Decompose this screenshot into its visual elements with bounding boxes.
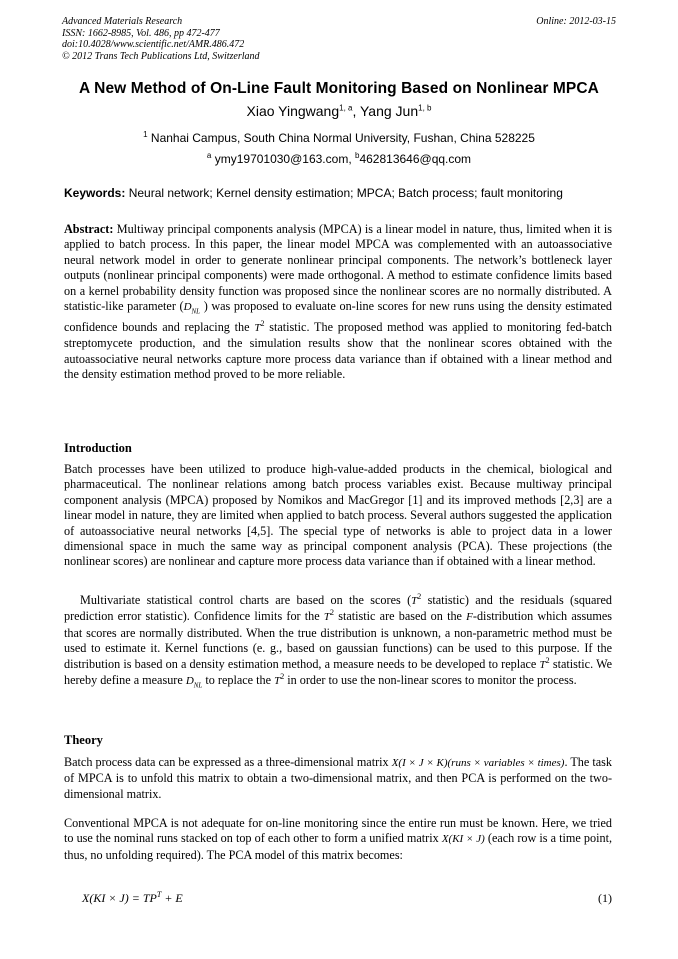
author-name: , Yang Jun (352, 103, 419, 119)
math-symbol: T (539, 658, 546, 671)
math-symbol: T (323, 611, 331, 624)
math-symbol: T (274, 675, 281, 688)
theory-para (64, 755, 612, 802)
text-run: Multivariate statistical control charts are based on the scores ( (80, 593, 412, 607)
text-run: to replace the (205, 673, 272, 688)
text-run: statistic are based on the (338, 609, 462, 624)
math-symbol: F (466, 611, 473, 624)
section-heading: Introduction (64, 441, 132, 455)
keywords-text: Neural network; Kernel density estimation; MPCA; Batch process; fault monitoring (128, 186, 563, 200)
equation-superscript: T (156, 890, 162, 899)
email-line (40, 152, 638, 166)
equation-number: (1) (598, 891, 612, 905)
math-expression: X(KI × J) (441, 833, 485, 846)
math-superscript: 2 (280, 671, 285, 681)
email-sup: b (355, 151, 360, 160)
author-line (40, 103, 638, 119)
math-superscript: 2 (417, 591, 422, 601)
affiliation-sup: 1 (143, 130, 148, 139)
author-sup: 1, a (339, 103, 353, 113)
abstract-label: Abstract: (64, 222, 114, 236)
paper-title: A New Method of On-Line Fault Monitoring Based on Nonlinear MPCA (79, 80, 599, 97)
author-name: Xiao Yingwang (246, 103, 340, 119)
equation-tail: + E (164, 891, 183, 905)
equation-body: X(KI × J) = TP (82, 891, 157, 905)
keywords-label: Keywords: (64, 186, 126, 200)
math-superscript: 2 (545, 655, 550, 665)
equation (82, 891, 183, 906)
introduction-para: Batch processes have been utilized to produce high-value-added products in the chemical, biological and pharmaceutical. The nonlinear relations among batch process variables exist. Because multiway principal component analysis (MPCA) proposed by Nomikos and MacGregor [1] and its improved methods [2,3] are a linear model in nature, they are limited when applied to batch process. Several authors suggested the application of autoassociative neural networks [4,5]. The special type of networks is able to project data in a lower dimensional space in much the same way as principal component analysis (PCA). These projections (the nonlinear scores) are nonlinear and capture more process data variance than if obtained with a linear method. (64, 462, 612, 569)
issn-line: ISSN: 1662-8985, Vol. 486, pp 472-477 (62, 27, 220, 39)
author-sup: 1, b (418, 103, 432, 113)
doi-line: doi:10.4028/www.scientific.net/AMR.486.472 (62, 39, 245, 50)
email-sup: a (206, 151, 212, 160)
section-heading: Theory (64, 733, 103, 747)
running-header (62, 16, 616, 62)
text-run: statistic. We hereby define a measure (64, 656, 613, 688)
text-run: in order to use the non-linear scores to monitor the process. (287, 673, 577, 688)
keywords (64, 186, 620, 200)
affiliation-text: Nanhai Campus, South China Normal University, Fushan, China 528225 (150, 131, 535, 145)
email-link[interactable]: 462813646@qq.com (359, 152, 472, 166)
math-symbol: D (183, 301, 192, 314)
text-run: -distribution which assumes that scores are normally distributed. When the true distribution is unknown, a non-parametric method must be used to estimate it. Kernel functions (e. g., based on gaussian functions) can be used to this purpose. If the distribution is based on a density estimation method, a measure needs to be developed to replace (64, 609, 612, 671)
text-run: Conventional MPCA is not adequate for on-line monitoring since the entire run must be known. Here, we tried to use the nominal runs stacked on top of each other to form a unified matrix (64, 816, 612, 846)
abstract-text: statistic. The proposed method was applied to monitoring fed-batch streptomycete production, and the simulation results show that the nonlinear scores obtained with the autoassociative neural networks capture more process data variance than if obtained with a linear method and the density estimation method proved to be more reliable. (64, 319, 613, 382)
math-superscript: 2 (260, 318, 265, 328)
math-symbol: T (254, 321, 261, 334)
text-run: (each row is a time point, thus, no unfolding required). The PCA model of this matrix becomes: (64, 831, 613, 862)
text-run: Batch process data can be expressed as a three-dimensional matrix (64, 755, 389, 769)
abstract-text: ) was proposed to evaluate on-line scores for new runs using the density estimated confidence bounds and replacing the (64, 299, 613, 334)
math-subscript: NL (193, 681, 203, 690)
introduction-para (64, 593, 612, 694)
abstract-text: Multiway principal components analysis (MPCA) is a linear model in nature, thus, limited when it is applied to batch process. In this paper, the linear model MPCA was complemented with an autoassociative neural network model in order to generate nonlinear principal components. The network’s bottleneck layer outputs (nonlinear principal components) were made orthogonal. A method to estimate confidence limits based on a kernel probability density function was proposed since the nonlinear scores are no normally distributed. A statistic-like parameter ( (64, 222, 612, 314)
math-superscript: 2 (330, 608, 335, 618)
math-symbol: D (185, 675, 194, 688)
journal-name: Advanced Materials Research (62, 16, 183, 27)
online-date: Online: 2012-03-15 (536, 16, 616, 27)
math-subscript: NL (191, 307, 201, 316)
copyright-line: © 2012 Trans Tech Publications Ltd, Switzerland (62, 50, 260, 62)
affiliation (40, 131, 638, 145)
abstract (64, 222, 612, 383)
text-run: statistic) and the residuals (squared prediction error statistic). Confidence limits for the (64, 593, 612, 624)
math-expression: X(I × J × K)(runs × variables × times) (391, 757, 565, 769)
email-link[interactable]: ymy19701030@163.com, (214, 152, 352, 166)
math-symbol: T (411, 595, 418, 607)
text-run: . The task of MPCA is to unfold this matrix to obtain a two-dimensional matrix, and then PCA is performed on the two-dimensional matrix. (64, 755, 612, 801)
theory-para (64, 816, 612, 863)
